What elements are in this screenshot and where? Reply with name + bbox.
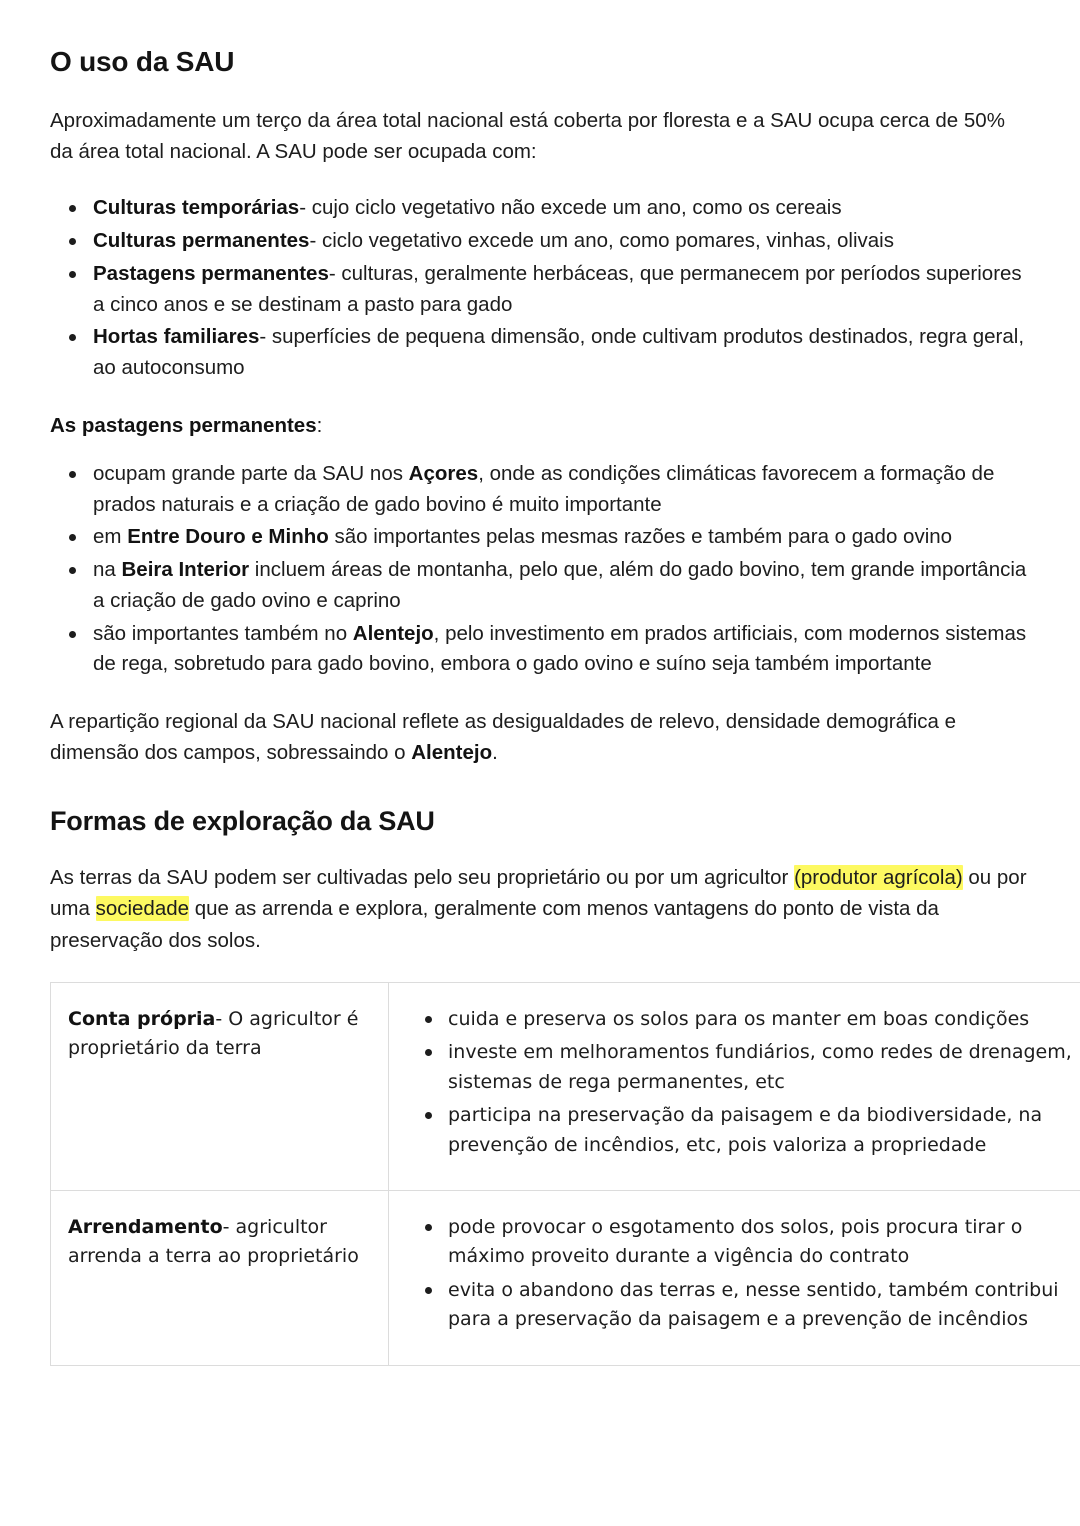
list-item-post: incluem áreas de montanha, pelo que, além do gado bovino, tem grande importância a criação de gado ovino e caprino (93, 558, 1027, 612)
sau-uses-list (50, 193, 1028, 384)
list-item-term: Entre Douro e Minho (127, 525, 329, 549)
list-item: pode provocar o esgotamento dos solos, pois procura tirar o máximo proveito durante a vigência do contrato (415, 1213, 1080, 1272)
table-row (51, 1190, 1080, 1365)
list-item-term: Culturas temporárias (93, 196, 300, 220)
list-item-text: - culturas, geralmente herbáceas, que permanecem por períodos superiores a cinco anos e se destinam a pasto para gado (93, 261, 1022, 316)
table-cell-label (51, 982, 389, 1190)
table-cell-label (51, 1190, 389, 1365)
list-item: cuida e preserva os solos para os manter em boas condições (415, 1005, 1080, 1034)
list-item-text: - cujo ciclo vegetativo não excede um ano, como os cereais (299, 196, 842, 220)
table-cell-description (389, 1190, 1080, 1365)
list-item-text: - superfícies de pequena dimensão, onde cultivam produtos destinados, regra geral, ao autoconsumo (93, 325, 1025, 380)
table-row (51, 982, 1080, 1190)
exploracao-table (50, 982, 1080, 1366)
list-item-text: - ciclo vegetativo excede um ano, como pomares, vinhas, olivais (309, 229, 894, 253)
list-item-term: Beira Interior (121, 558, 250, 582)
highlight-produtor-agricola: (produtor agrícola) (794, 866, 963, 890)
closing-pre: A repartição regional da SAU nacional reflete as desigualdades de relevo, densidade demográfica e dimensão dos campos, sobressaindo o (50, 710, 957, 765)
list-item (50, 322, 1028, 384)
table-cell-description (389, 982, 1080, 1190)
pastures-lead-term: As pastagens permanentes (50, 413, 317, 437)
paragraph-part-2: ou por uma (50, 866, 1027, 921)
closing-post: . (492, 741, 498, 765)
section-title-exploracao: Formas de exploração da SAU (50, 805, 435, 836)
table-label-term: Arrendamento (68, 1215, 223, 1238)
list-item-pre: em (93, 525, 128, 549)
pastures-list (50, 459, 1028, 680)
list-item (50, 459, 1028, 521)
paragraph-part-1: As terras da SAU podem ser cultivadas pelo seu proprietário ou por um agricultor (50, 866, 795, 890)
list-item (50, 259, 1028, 321)
list-item (50, 226, 1028, 257)
list-item: participa na preservação da paisagem e da biodiversidade, na prevenção de incêndios, etc, pois valoriza a propriedade (415, 1101, 1080, 1160)
list-item-post: são importantes pelas mesmas razões e também para o gado ovino (328, 525, 953, 549)
highlight-sociedade: sociedade (95, 897, 190, 921)
list-item-term: Alentejo (352, 621, 434, 645)
list-item-term: Hortas familiares (93, 325, 260, 349)
closing-paragraph (50, 706, 1028, 768)
list-item (50, 193, 1028, 224)
list-item-pre: ocupam grande parte da SAU nos (93, 461, 409, 485)
table-label-rest: - agricultor arrenda a terra ao proprietário (68, 1215, 359, 1268)
list-item-term: Culturas permanentes (93, 229, 310, 253)
table-label-term: Conta própria (68, 1007, 216, 1030)
table-label-text (68, 1005, 370, 1064)
list-item-term: Pastagens permanentes (93, 261, 329, 285)
list-item-post: , pelo investimento em prados artificiais, com modernos sistemas de rega, sobretudo para gado bovino, embora o gado ovino e suíno seja também importante (93, 621, 1027, 676)
table-label-rest: - O agricultor é proprietário da terra (68, 1007, 359, 1060)
list-item-term: Açores (408, 461, 479, 485)
list-item-pre: são importantes também no (93, 621, 353, 645)
closing-term: Alentejo (411, 741, 493, 765)
table-label-text (68, 1213, 370, 1272)
table-cell-list (415, 1005, 1080, 1160)
page-title: O uso da SAU (50, 46, 235, 77)
exploracao-paragraph (50, 862, 1028, 955)
pastures-lead-rest: : (316, 413, 323, 437)
list-item (50, 522, 1028, 553)
table-cell-list (415, 1213, 1080, 1335)
paragraph-part-3: que as arrenda e explora, geralmente com menos vantagens do ponto de vista da preservação dos solos. (50, 897, 939, 952)
intro-paragraph: Aproximadamente um terço da área total nacional está coberta por floresta e a SAU ocupa cerca de 50% da área total nacional. A SAU pode ser ocupada com: (50, 109, 1005, 164)
list-item: evita o abandono das terras e, nesse sentido, também contribui para a preservação da paisagem e a prevenção de incêndios (415, 1276, 1080, 1335)
list-item-post: , onde as condições climáticas favorecem a formação de prados naturais e a criação de gado bovino é muito importante (93, 461, 995, 516)
list-item (50, 619, 1028, 681)
list-item-pre: na (93, 558, 122, 582)
list-item (50, 555, 1028, 617)
pastures-lead-in (50, 410, 1028, 441)
list-item: investe em melhoramentos fundiários, como redes de drenagem, sistemas de rega permanentes, etc (415, 1038, 1080, 1097)
